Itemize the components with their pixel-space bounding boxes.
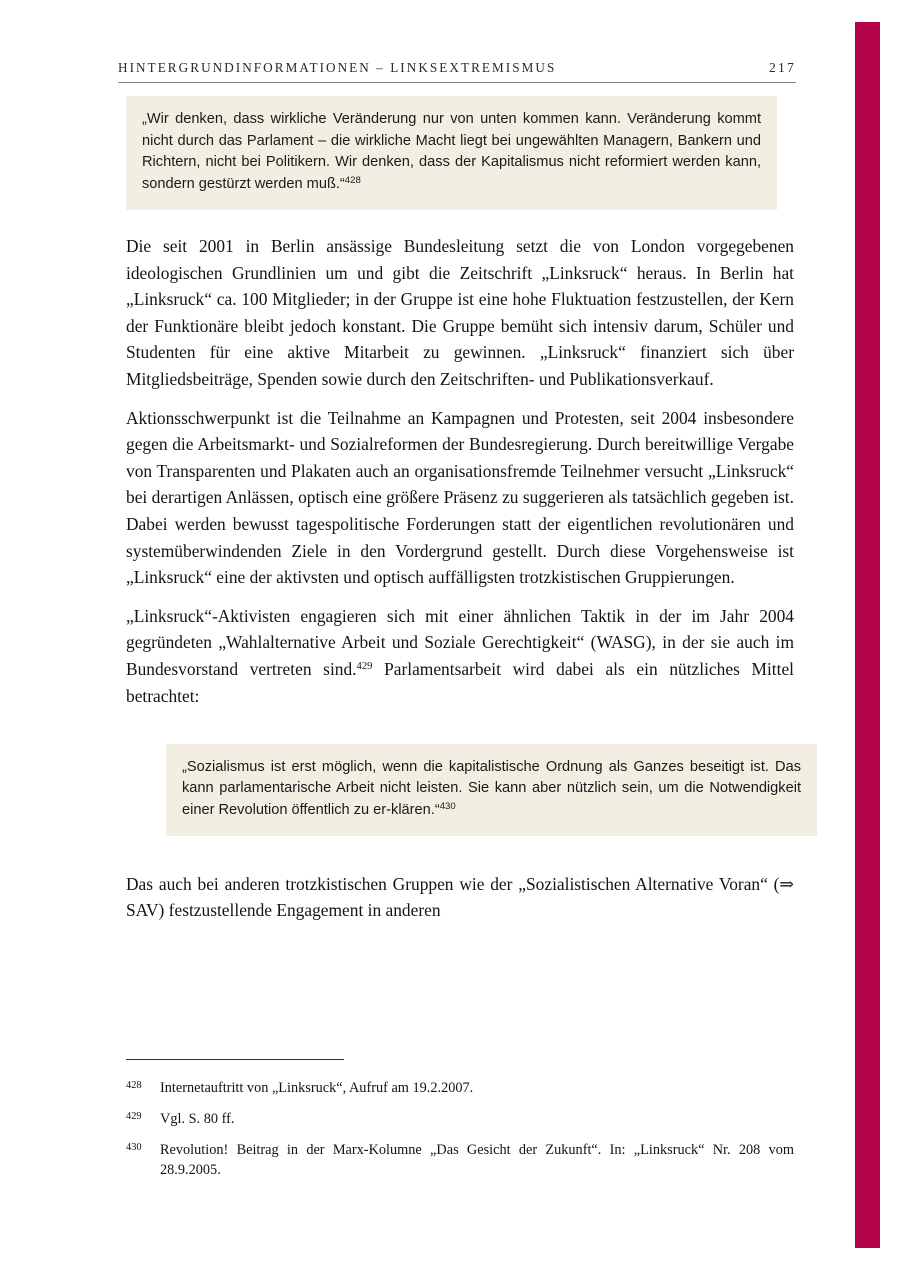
spacer xyxy=(126,591,794,603)
footnote-section xyxy=(126,1059,794,1191)
footnote-429-text: Vgl. S. 80 ff. xyxy=(160,1111,235,1127)
paragraph-bundesleitung: Die seit 2001 in Berlin ansässige Bundesleitung setzt die von London vorgegebenen ideologischen Grundlinien um und gibt die Zeitschrift „Linksruck“ heraus. In Berlin hat „Linksruck“ ca. 100 Mitglieder; in der Gruppe ist eine hohe Fluktuation festzustellen, der Kern der Funktionäre bleibt jedoch konstant. Die Gruppe bemüht sich intensiv darum, Schüler und Studenten für eine aktive Mitarbeit zu gewinnen. „Linksruck“ finanziert sich über Mitgliedsbeiträge, Spenden sowie durch den Zeitschriften- und Publikationsverkauf. xyxy=(126,236,794,389)
quote-box-2 xyxy=(166,744,817,837)
running-head-title: HINTERGRUNDINFORMATIONEN – LINKSEXTREMISMUS xyxy=(118,60,557,75)
spacer xyxy=(126,393,794,405)
paragraph-sav: Das auch bei anderen trotzkistischen Gruppen wie der „Sozialistischen Alternative Voran“ (⇒ SAV) festzustellende Engagement in anderen xyxy=(126,873,794,921)
paragraph-wasg-footnote-marker: 429 xyxy=(356,661,373,673)
footnote-430-number: 430 xyxy=(126,1142,142,1153)
footnote-429 xyxy=(126,1109,794,1129)
running-head xyxy=(118,60,796,83)
quote-box-2-text: „Sozialismus ist erst möglich, wenn die kapitalistische Ordnung als Ganzes beseitigt ist. Das kann parlamentarische Arbeit nicht leisten. Sie kann aber nützlich sein, um die Notwendigkeit einer Revolution öffentlich zu er-klären.“ xyxy=(182,758,801,818)
quote-box-1-text: „Wir denken, dass wirkliche Veränderung nur von unten kommen kann. Veränderung kommt nicht durch das Parlament – die wirkliche Macht liegt bei ungewählten Managern, Bankern und Richtern, nicht bei Politikern. Wir denken, dass der Kapitalismus nicht reformiert werden kann, sondern gestürzt werden muß.“ xyxy=(142,111,761,192)
page-number: 217 xyxy=(769,60,796,75)
quote-box-2-footnote-marker: 430 xyxy=(439,800,456,812)
paragraph-aktionsschwerpunkt: Aktionsschwerpunkt ist die Teilnahme an Kampagnen und Protesten, seit 2004 insbesondere gegen die Arbeitsmarkt- und Sozialreformen der Bundesregierung. Durch bereitwillige Vergabe von Transparenten und Plakaten auch an organisationsfremde Teilnehmer versucht „Linksruck“ bei derartigen Anlässen, optisch eine größere Präsenz zu suggerieren als tatsächlich gegeben ist. Dabei werden bewusst tagespolitische Forderungen statt der eigentlichen revolutionären und systemüberwindenden Ziele in den Vordergrund gestellt. Durch diese Vorgehensweise ist „Linksruck“ eine der aktivsten und optisch auffälligsten trotzkistischen Gruppierungen. xyxy=(126,407,794,588)
page-edge-color-bar xyxy=(855,22,880,1248)
footnote-428-number: 428 xyxy=(126,1080,142,1091)
paragraph-wasg xyxy=(126,603,794,709)
quote-box-1-footnote-marker: 428 xyxy=(344,174,361,186)
paragraph-wasg-lead: „Linksruck“-Aktivisten engagieren sich mit einer ähnlichen Taktik in der im Jahr 2004 gegründeten „Wahlalternative Arbeit und Soziale Gerechtigkeit“ (WASG), in der sie auch im Bundesvorstand vertreten sind. xyxy=(126,605,794,679)
text-column xyxy=(126,96,801,924)
footnote-430-text: Revolution! Beitrag in der Marx-Kolumne „Das Gesicht der Zukunft“. In: „Linksruck“ Nr. 208 vom 28.9.2005. xyxy=(160,1142,794,1178)
spacer xyxy=(126,851,794,871)
footnote-separator-rule xyxy=(126,1059,344,1060)
quote-box-1 xyxy=(126,96,777,210)
footnote-428 xyxy=(126,1078,794,1098)
spacer xyxy=(126,210,794,233)
footnote-429-number: 429 xyxy=(126,1111,142,1122)
footnote-428-text: Internetauftritt von „Linksruck“, Aufruf am 19.2.2007. xyxy=(160,1080,474,1096)
paragraph-wasg-tail: Parlamentsarbeit wird dabei als ein nützliches Mittel betrachtet: xyxy=(126,658,795,706)
spacer xyxy=(126,709,794,729)
footnote-430 xyxy=(126,1140,794,1180)
